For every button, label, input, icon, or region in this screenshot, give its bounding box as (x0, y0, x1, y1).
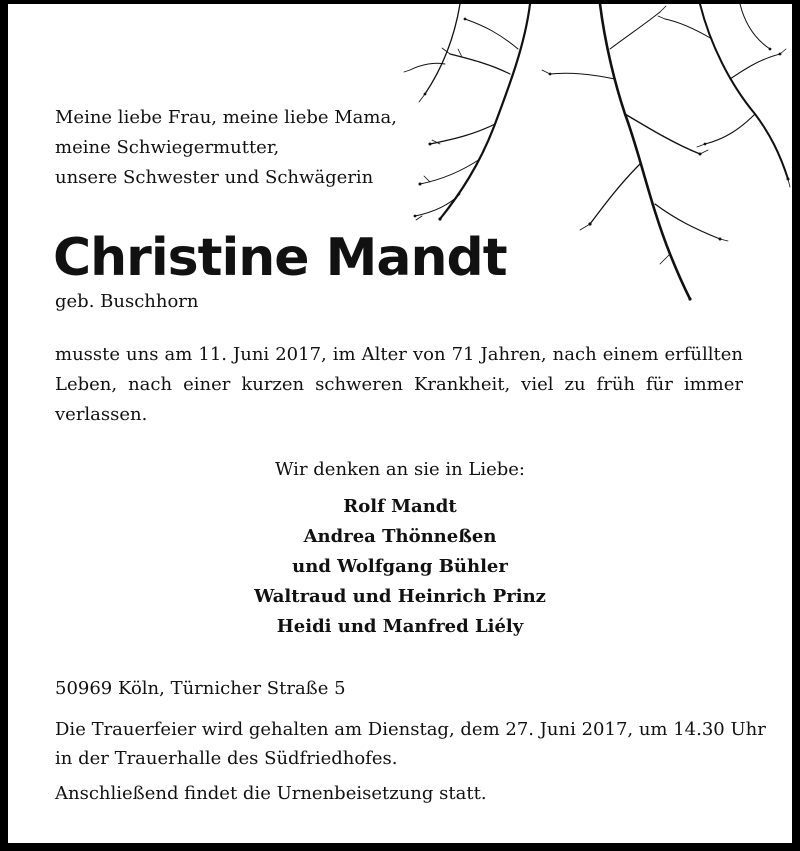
intro-text (55, 103, 397, 193)
interment-note: Anschließend findet die Urnenbeisetzung statt. (55, 783, 487, 804)
mourners-list (0, 492, 800, 642)
intro-line: unsere Schwester und Schwägerin (55, 167, 374, 188)
address: 50969 Köln, Türnicher Straße 5 (55, 678, 346, 699)
funeral-info (55, 715, 766, 773)
funeral-line: Die Trauerfeier wird gehalten am Dienstag, dem 27. Juni 2017, um 14.30 Uhr (55, 719, 766, 740)
mourner-name: Andrea Thönneßen (303, 526, 497, 547)
mourner-name: Heidi und Manfred Liély (276, 616, 524, 637)
deceased-name: Christine Mandt (53, 228, 507, 288)
mourner-name: Waltraud und Heinrich Prinz (254, 586, 546, 607)
intro-line: Meine liebe Frau, meine liebe Mama, (55, 107, 397, 128)
funeral-line: in der Trauerhalle des Südfriedhofes. (55, 748, 398, 769)
obituary-message: musste uns am 11. Juni 2017, im Alter von 71 Jahren, nach einem erfüllten Leben, nach einer kurzen schweren Krankheit, viel zu früh für immer verlassen. (55, 344, 743, 425)
mourner-name: und Wolfgang Bühler (292, 556, 508, 577)
birth-name: geb. Buschhorn (55, 291, 199, 312)
mourner-name: Rolf Mandt (343, 496, 457, 517)
intro-line: meine Schwiegermutter, (55, 137, 280, 158)
mourners-heading: Wir denken an sie in Liebe: (275, 459, 525, 480)
